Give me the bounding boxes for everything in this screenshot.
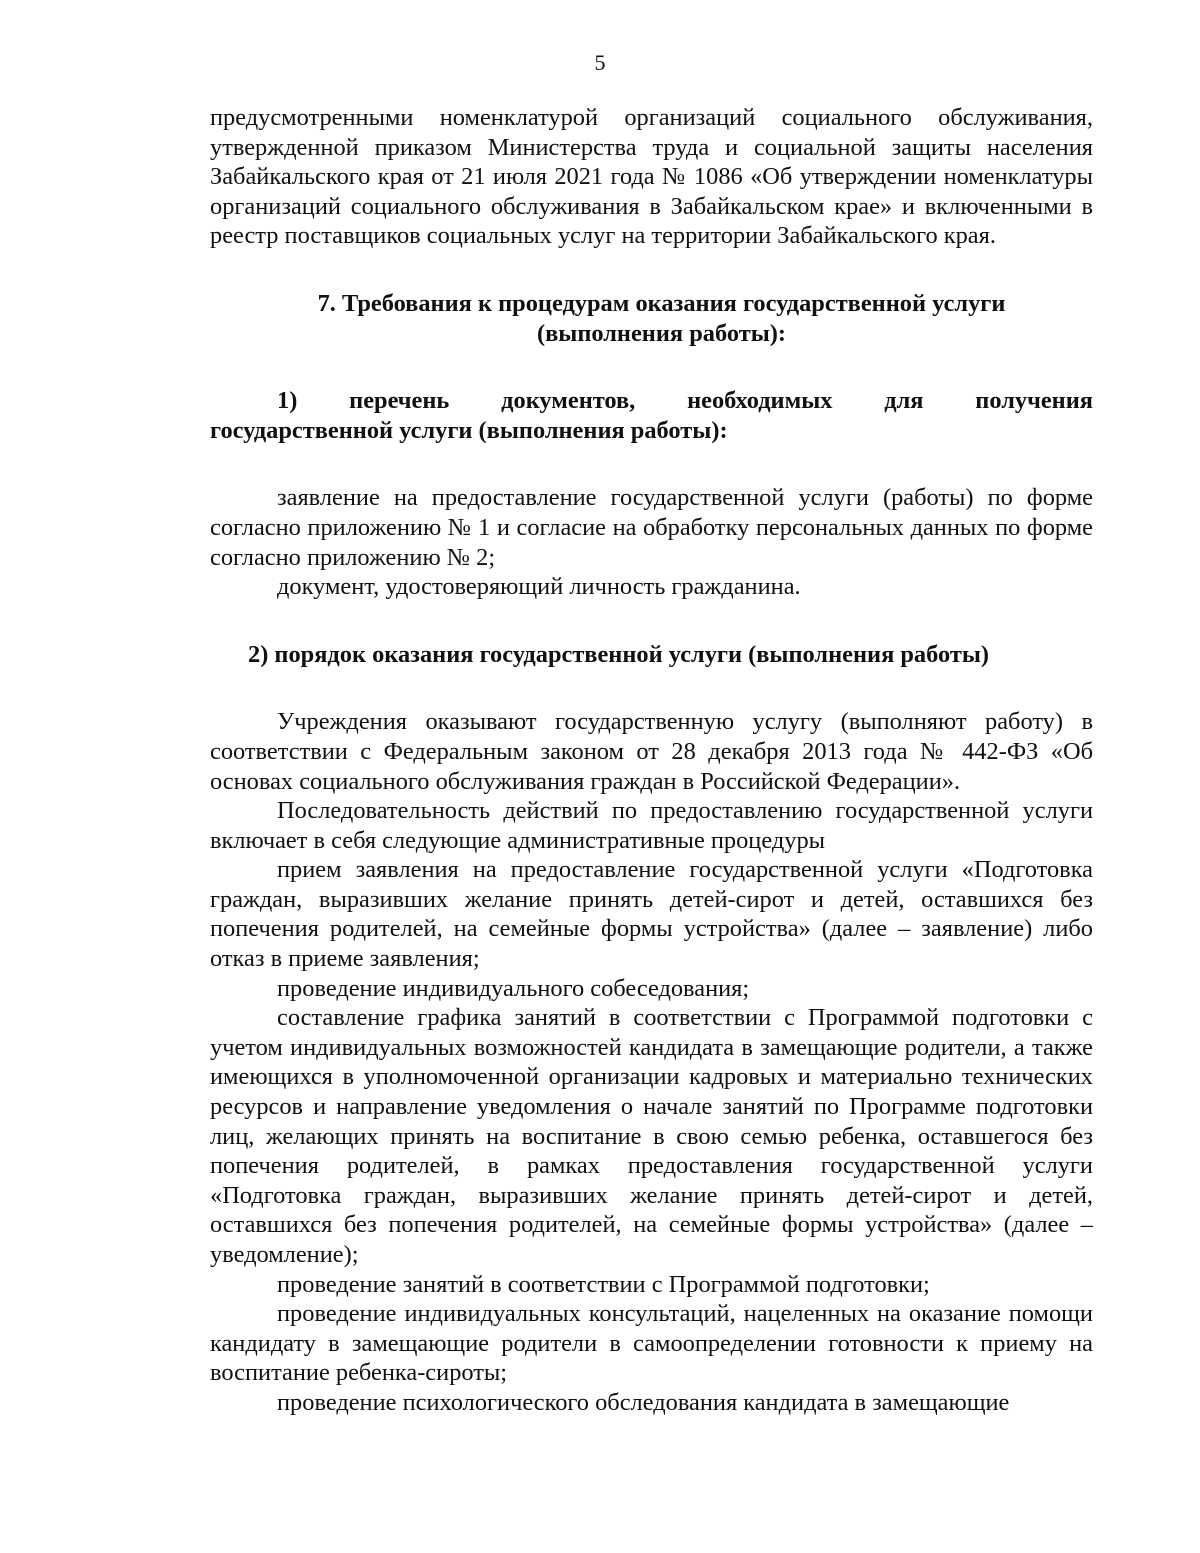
procedure-paragraph: Учреждения оказывают государственную услугу (выполняют работу) в соответствии с Федеральным законом от 28 декабря 2013 года № 442-ФЗ «Об основах социального обслуживания граждан в Российской Федерации». bbox=[210, 708, 1093, 795]
subsection-1-word: необходимых bbox=[687, 387, 833, 415]
procedure-paragraph: проведение занятий в соответствии с Программой подготовки; bbox=[277, 1270, 930, 1298]
procedure-paragraph: проведение индивидуального собеседования; bbox=[277, 974, 750, 1002]
subsection-1-heading-line2: государственной услуги (выполнения работы): bbox=[210, 416, 728, 444]
procedure-paragraph: прием заявления на предоставление государственной услуги «Подготовка граждан, выразивших желание принять детей-сирот и детей, оставшихся без попечения родителей, на семейные формы устройства» (далее – заявление) либо отказ в приеме заявления; bbox=[210, 856, 1093, 973]
procedure-paragraph: составление графика занятий в соответствии с Программой подготовки с учетом индивидуальных возможностей кандидата в замещающие родители, а также имеющихся в уполномоченной организации кадровых и материально технических ресурсов и направление уведомления о начале занятий по Программе подготовки лиц, желающих принять на воспитание в свою семью ребенка, оставшегося без попечения родителей, в рамках предоставления государственной услуги «Подготовка граждан, выразивших желание принять детей-сирот и детей, оставшихся без попечения родителей, на семейные формы устройства» (далее – уведомление); bbox=[210, 1004, 1093, 1268]
procedure-paragraph: Последовательность действий по предоставлению государственной услуги включает в себя следующие административные процедуры bbox=[210, 797, 1093, 854]
procedure-paragraph: проведение индивидуальных консультаций, нацеленных на оказание помощи кандидату в замещающие родители в самоопределении готовности к приему на воспитание ребенка-сироты; bbox=[210, 1300, 1093, 1387]
document-item: заявление на предоставление государственной услуги (работы) по форме согласно приложению № 1 и согласие на обработку персональных данных по форме согласно приложению № 2; bbox=[210, 484, 1093, 571]
subsection-1-word: получения bbox=[975, 387, 1093, 415]
subsection-1-word: документов, bbox=[501, 387, 636, 415]
subsection-1-heading-line1 bbox=[210, 386, 1093, 416]
subsection-1-heading bbox=[210, 386, 1093, 445]
subsection-1-word: 1) bbox=[277, 387, 298, 415]
subsection-1-word: перечень bbox=[349, 387, 450, 415]
section-7-heading bbox=[210, 289, 1093, 348]
page-number: 5 bbox=[594, 50, 606, 75]
procedure-paragraph: проведение психологического обследования кандидата в замещающие bbox=[277, 1388, 1010, 1416]
section-7-heading-line2: (выполнения работы): bbox=[536, 319, 786, 347]
document-item: документ, удостоверяющий личность гражданина. bbox=[277, 573, 801, 601]
section-7-heading-line1: 7. Требования к процедурам оказания государственной услуги bbox=[317, 289, 1006, 317]
document-body bbox=[210, 103, 1093, 1418]
subsection-1-word: для bbox=[884, 387, 924, 415]
subsection-2-heading: 2) порядок оказания государственной услуги (выполнения работы) bbox=[248, 640, 990, 668]
intro-paragraph: предусмотренными номенклатурой организаций социального обслуживания, утвержденной приказом Министерства труда и социальной защиты населения Забайкальского края от 21 июля 2021 года № 1086 «Об утверждении номенклатуры организаций социального обслуживания в Забайкальском крае» и включенными в реестр поставщиков социальных услуг на территории Забайкальского края. bbox=[210, 104, 1093, 250]
